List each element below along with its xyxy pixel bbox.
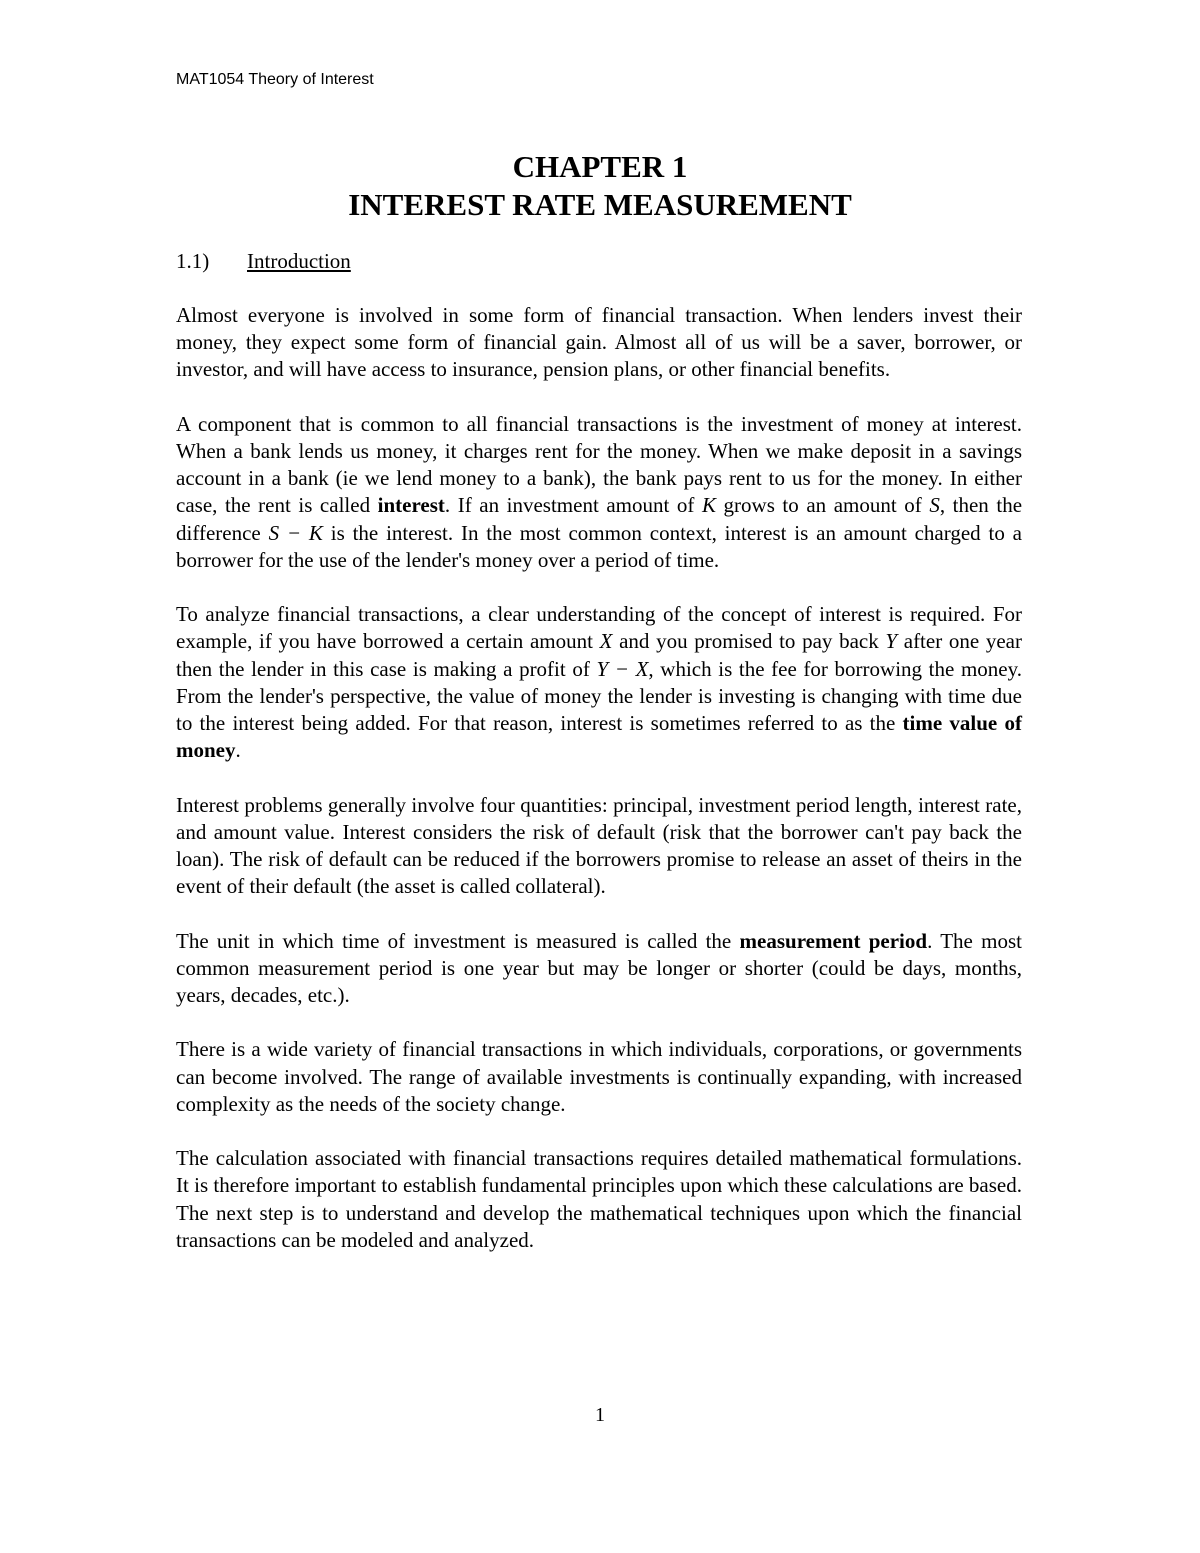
term-measurement-period: measurement period — [739, 928, 928, 953]
term-interest: interest — [377, 493, 445, 518]
math-variable: Y — [885, 629, 898, 654]
text-run: after one year then the lender in this case is making a profit of — [176, 629, 1022, 681]
text-run: . — [235, 738, 241, 763]
chapter-name: INTEREST RATE MEASUREMENT — [348, 187, 852, 222]
math-expression: S − K — [268, 520, 323, 545]
text-run: , then the difference — [176, 493, 1023, 545]
text-run: grows to an amount of — [715, 493, 930, 518]
text-run: and you promised to pay back — [612, 629, 886, 654]
chapter-title — [0, 148, 1200, 224]
text-run: . If an investment amount of — [444, 493, 702, 518]
paragraph-7: The calculation associated with financial transactions requires detailed mathematical formulations. It is therefore important to establish fundamental principles upon which these calculations are based. The next step is to understand and develop the mathematical techniques upon which the financial transactions can be modeled and analyzed. — [176, 1146, 1022, 1252]
section-heading — [176, 248, 351, 275]
term-time-value-of-money: time value of money — [176, 711, 1022, 763]
body-text — [176, 302, 1022, 1281]
paragraph-5 — [176, 928, 1022, 1010]
paragraph-6: There is a wide variety of financial transactions in which individuals, corporations, or governments can become involved. The range of available investments is continually expanding, with increased complexity as the needs of the society change. — [176, 1037, 1022, 1116]
math-variable: S — [929, 493, 940, 518]
paragraph-2 — [176, 411, 1022, 574]
math-expression: Y − X — [596, 656, 649, 681]
text-run: A component that is common to all financial transactions is the investment of money at interest. When a bank lends us money, it charges rent for the money. When we make deposit in a savings account in a bank (ie we lend money to a bank), the bank pays rent to us for the money. In either case, the rent is called — [176, 411, 1022, 518]
section-number: 1.1) — [176, 249, 210, 273]
text-run: The unit in which time of investment is measured is called the — [176, 928, 740, 953]
math-variable: X — [599, 629, 613, 654]
chapter-number: CHAPTER 1 — [512, 149, 688, 184]
text-run: . The most common measurement period is one year but may be longer or shorter (could be days, months, years, decades, etc.). — [176, 928, 1022, 1008]
section-name: Introduction — [247, 249, 351, 273]
paragraph-3 — [176, 601, 1022, 764]
text-run: , which is the fee for borrowing the money. From the lender's perspective, the value of money the lender is investing is changing with time due to the interest being added. For that reason, interest is sometimes referred to as the — [176, 656, 1022, 736]
math-variable: K — [701, 493, 716, 518]
page-number: 1 — [595, 1404, 605, 1426]
page-header: MAT1054 Theory of Interest — [176, 71, 374, 88]
text-run: is the interest. In the most common context, interest is an amount charged to a borrower for the use of the lender's money over a period of time. — [176, 520, 1023, 572]
paragraph-4: Interest problems generally involve four quantities: principal, investment period length, interest rate, and amount value. Interest considers the risk of default (risk that the borrower can't pay back the loan). The risk of default can be reduced if the borrowers promise to release an asset of theirs in the event of their default (the asset is called collateral). — [176, 792, 1022, 899]
paragraph-1: Almost everyone is involved in some form of financial transaction. When lenders invest their money, they expect some form of financial gain. Almost all of us will be a saver, borrower, or investor, and will have access to insurance, pension plans, or other financial benefits. — [176, 303, 1022, 382]
text-run: To analyze financial transactions, a clear understanding of the concept of interest is required. For example, if you have borrowed a certain amount — [176, 602, 1022, 654]
